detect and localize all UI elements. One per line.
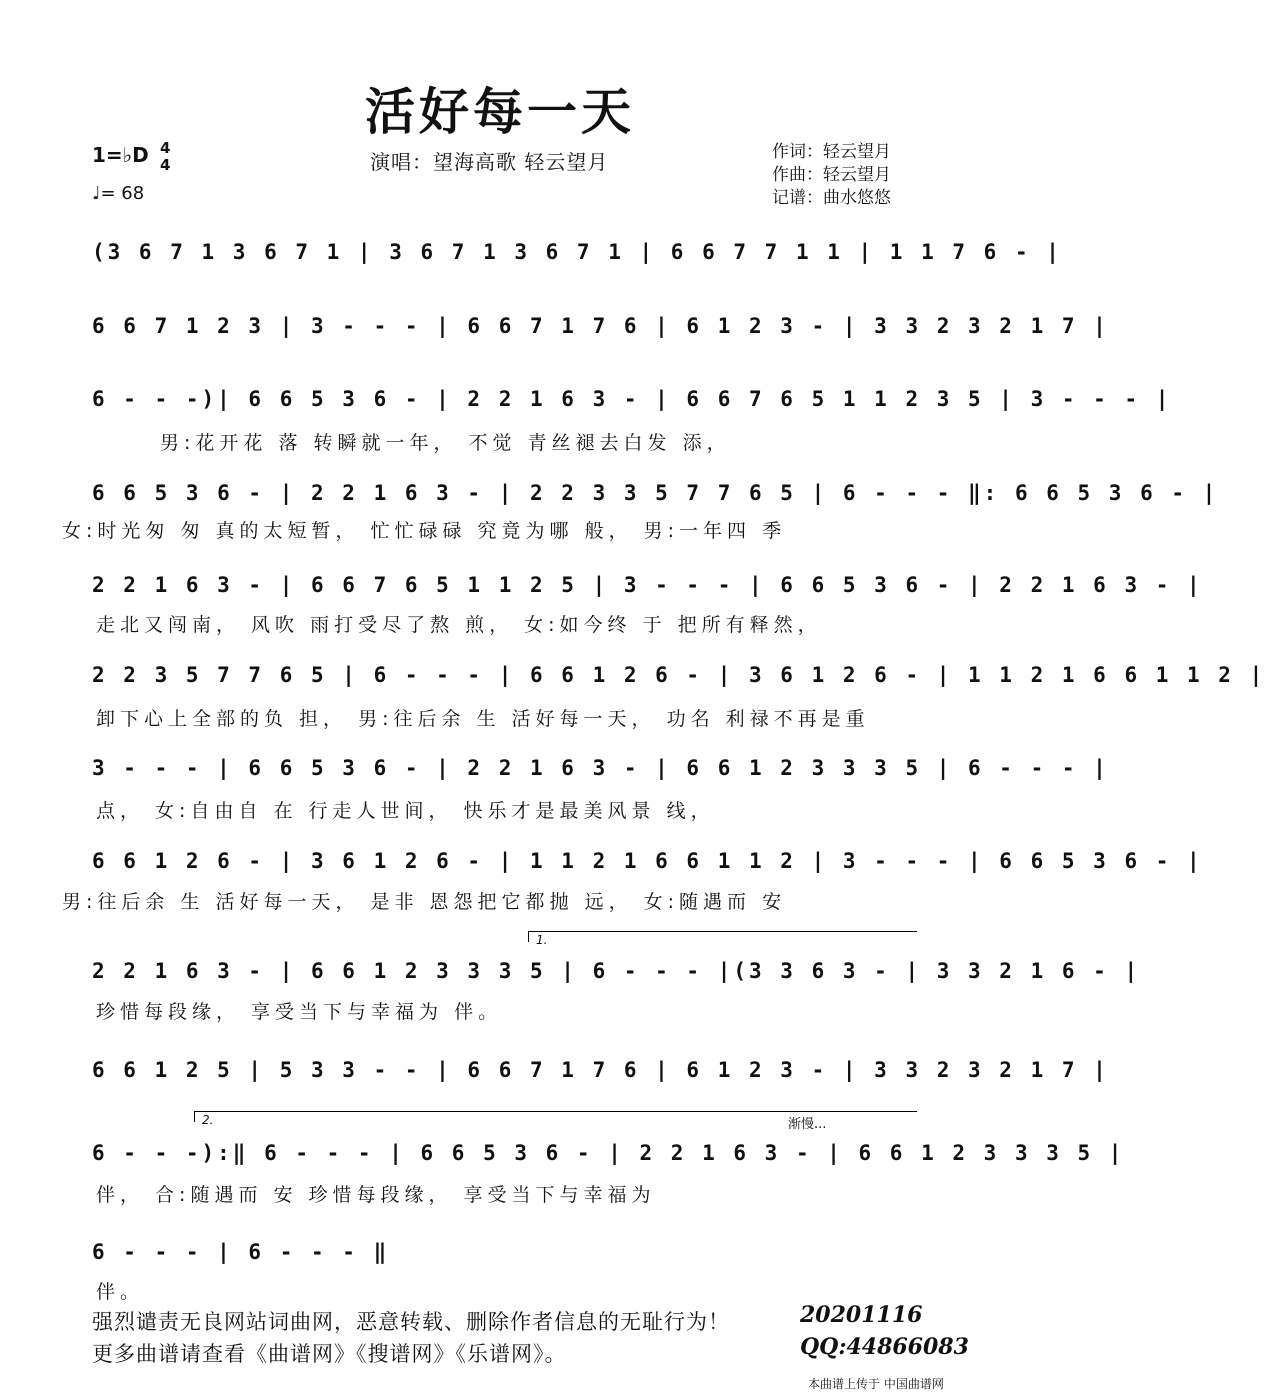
score-line-7-notes: 3 - - - | 6 6 5 3 6 - | 2 2 1 6 3 - | 6 6 1 2 3 3 3 5 | 6 - - - | — [92, 756, 1109, 780]
composer-credit: 作曲：轻云望月 — [772, 165, 891, 185]
score-line-5-lyrics: 走北又闯南， 风吹 雨打受尽了熬 煎， 女:如今终 于 把所有释然， — [96, 614, 822, 636]
transcriber-credit: 记谱：曲水悠悠 — [772, 188, 891, 208]
score-line-5-notes: 2 2 1 6 3 - | 6 6 7 6 5 1 1 2 5 | 3 - - - | 6 6 5 3 6 - | 2 2 1 6 3 - | — [92, 573, 1203, 597]
credits-block — [772, 141, 891, 210]
footer-date: 20201116 — [800, 1302, 923, 1328]
score-line-2-notes: 6 6 7 1 2 3 | 3 - - - | 6 6 7 1 7 6 | 6 1 2 3 - | 3 3 2 3 2 1 7 | — [92, 314, 1109, 338]
time-signature-top: 4 — [160, 139, 171, 157]
score-line-6-notes: 2 2 3 5 7 7 6 5 | 6 - - - | 6 6 1 2 6 - | 3 6 1 2 6 - | 1 1 2 1 6 6 1 1 2 | — [92, 663, 1265, 687]
score-line-3-lyrics: 男:花开花 落 转瞬就一年， 不觉 青丝褪去白发 添， — [160, 432, 731, 454]
score-line-10-notes: 6 6 1 2 5 | 5 3 3 - - | 6 6 7 1 7 6 | 6 1 2 3 - | 3 3 2 3 2 1 7 | — [92, 1058, 1109, 1082]
first-ending-bracket — [528, 931, 917, 942]
upload-credit: 本曲谱上传于 中国曲谱网 — [808, 1377, 944, 1391]
second-ending-number: 2. — [202, 1113, 214, 1127]
score-line-4-lyrics: 女:时光匆 匆 真的太短暂， 忙忙碌碌 究竟为哪 般， 男:一年四 季 — [62, 520, 787, 542]
score-line-6-lyrics: 卸下心上全部的负 担， 男:往后余 生 活好每一天， 功名 利禄不再是重 — [96, 708, 870, 730]
score-line-11-lyrics: 伴， 合:随遇而 安 珍惜每段缘， 享受当下与幸福为 — [96, 1184, 656, 1206]
time-signature-bottom: 4 — [160, 156, 171, 174]
song-title: 活好每一天 — [365, 82, 635, 141]
key-signature: 1=♭D — [92, 143, 149, 167]
score-line-3-notes: 6 - - -)| 6 6 5 3 6 - | 2 2 1 6 3 - | 6 6 7 6 5 1 1 2 3 5 | 3 - - - | — [92, 387, 1172, 411]
score-line-12-lyrics: 伴。 — [96, 1281, 145, 1303]
score-line-4-notes: 6 6 5 3 6 - | 2 2 1 6 3 - | 2 2 3 3 5 7 7 6 5 | 6 - - - ‖: 6 6 5 3 6 - | — [92, 481, 1219, 505]
score-line-12-notes: 6 - - - | 6 - - - ‖ — [92, 1240, 390, 1264]
score-line-7-lyrics: 点， 女:自由自 在 行走人世间， 快乐才是最美风景 线， — [96, 800, 715, 822]
footer-qq: QQ:44866083 — [800, 1334, 969, 1360]
footer-more-scores: 更多曲谱请查看《曲谱网》《搜谱网》《乐谱网》。 — [92, 1342, 567, 1366]
score-line-11-notes: 6 - - -):‖ 6 - - - | 6 6 5 3 6 - | 2 2 1 6 3 - | 6 6 1 2 3 3 3 5 | — [92, 1141, 1125, 1165]
score-line-8-notes: 6 6 1 2 6 - | 3 6 1 2 6 - | 1 1 2 1 6 6 1 1 2 | 3 - - - | 6 6 5 3 6 - | — [92, 849, 1203, 873]
score-line-9-lyrics: 珍惜每段缘， 享受当下与幸福为 伴。 — [96, 1001, 503, 1023]
score-line-8-lyrics: 男:往后余 生 活好每一天， 是非 恩怨把它都抛 远， 女:随遇而 安 — [62, 891, 787, 913]
ritardando-marking: 渐慢... — [788, 1117, 827, 1132]
footer-warning: 强烈谴责无良网站词曲网，恶意转载、删除作者信息的无耻行为！ — [92, 1310, 730, 1334]
score-line-1-notes: (3 6 7 1 3 6 7 1 | 3 6 7 1 3 6 7 1 | 6 6 7 7 1 1 | 1 1 7 6 - | — [92, 240, 1062, 264]
singer-credit: 演唱：望海高歌 轻云望月 — [370, 150, 609, 174]
time-signature — [160, 140, 170, 174]
first-ending-number: 1. — [536, 933, 548, 947]
tempo-marking: ♩= 68 — [92, 183, 145, 204]
score-line-9-notes: 2 2 1 6 3 - | 6 6 1 2 3 3 3 5 | 6 - - - |(3 3 6 3 - | 3 3 2 1 6 - | — [92, 959, 1141, 983]
lyricist-credit: 作词：轻云望月 — [772, 142, 891, 162]
